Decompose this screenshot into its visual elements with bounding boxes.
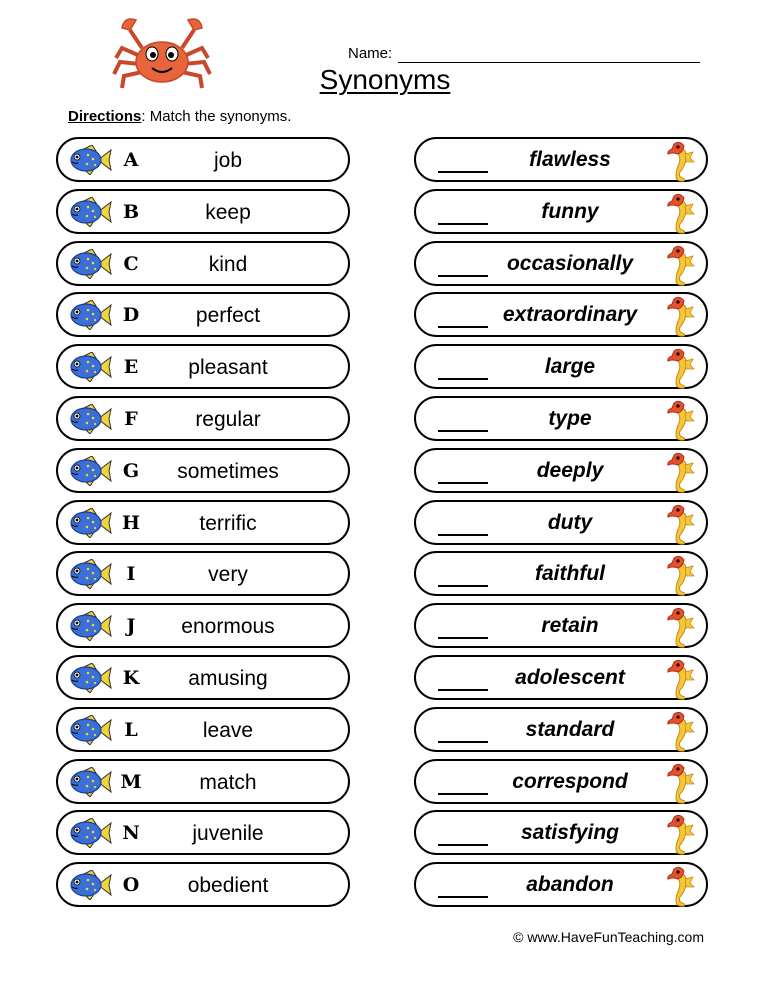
left-word-item [56, 603, 350, 648]
seahorse-icon [666, 606, 696, 648]
answer-blank[interactable] [438, 378, 488, 380]
item-word: keep [205, 200, 251, 224]
match-word: faithful [535, 562, 605, 586]
left-word-item [56, 655, 350, 700]
fish-icon [68, 352, 112, 382]
fish-icon [68, 508, 112, 538]
right-word-item [414, 396, 708, 441]
answer-blank[interactable] [438, 326, 488, 328]
fish-icon [68, 300, 112, 330]
seahorse-icon [666, 710, 696, 752]
item-letter: H [122, 511, 140, 534]
fish-icon [68, 559, 112, 589]
right-word-item [414, 810, 708, 855]
answer-blank[interactable] [438, 585, 488, 587]
answer-blank[interactable] [438, 275, 488, 277]
match-word: deeply [536, 458, 604, 482]
item-letter: E [123, 356, 139, 379]
seahorse-icon [666, 140, 696, 182]
directions [68, 108, 291, 126]
item-word: perfect [195, 304, 261, 328]
match-word: funny [541, 199, 599, 223]
left-word-item [56, 241, 350, 286]
match-word: occasionally [506, 251, 634, 275]
item-word: obedient [187, 874, 269, 898]
seahorse-icon [666, 813, 696, 855]
item-word: very [208, 563, 248, 587]
match-word: satisfying [520, 821, 620, 845]
item-letter: L [124, 718, 138, 741]
match-word: standard [525, 717, 615, 741]
directions-text: : Match the synonyms. [141, 108, 292, 125]
item-word: terrific [199, 511, 257, 535]
item-word: enormous [181, 615, 275, 639]
left-word-item [56, 292, 350, 337]
item-word: match [199, 770, 257, 794]
match-word: retain [541, 614, 599, 638]
item-letter: M [120, 770, 142, 793]
fish-icon [68, 249, 112, 279]
left-word-item [56, 810, 350, 855]
fish-icon [68, 145, 112, 175]
answer-blank[interactable] [438, 689, 488, 691]
left-word-item [56, 707, 350, 752]
match-word: large [544, 355, 596, 379]
answer-blank[interactable] [438, 171, 488, 173]
match-word: adolescent [515, 665, 625, 689]
left-word-column [56, 137, 350, 914]
item-letter: A [123, 149, 139, 171]
match-word: type [548, 406, 592, 430]
item-letter: K [122, 666, 140, 689]
right-word-item [414, 189, 708, 234]
right-word-item [414, 137, 708, 182]
copyright-footer: © www.HaveFunTeaching.com [513, 929, 704, 945]
right-word-item [414, 862, 708, 907]
seahorse-icon [666, 347, 696, 389]
item-letter: O [122, 874, 140, 897]
directions-label: Directions [68, 108, 142, 125]
answer-blank[interactable] [438, 637, 488, 639]
fish-icon [68, 767, 112, 797]
name-field-line[interactable] [398, 46, 700, 63]
item-word: amusing [188, 666, 268, 690]
seahorse-icon [666, 399, 696, 441]
item-word: pleasant [188, 356, 268, 380]
fish-icon [68, 404, 112, 434]
match-word: extraordinary [502, 303, 638, 327]
answer-blank[interactable] [438, 844, 488, 846]
name-row [348, 45, 700, 63]
right-word-item [414, 707, 708, 752]
answer-blank[interactable] [438, 482, 488, 484]
fish-icon [68, 456, 112, 486]
item-letter: F [124, 407, 138, 430]
left-word-item [56, 759, 350, 804]
seahorse-icon [666, 762, 696, 804]
seahorse-icon [666, 503, 696, 545]
item-letter: B [122, 200, 140, 223]
crab-icon [110, 14, 214, 96]
page-title: Synonyms [319, 64, 451, 95]
seahorse-icon [666, 451, 696, 493]
fish-icon [68, 715, 112, 745]
fish-icon [68, 611, 112, 641]
right-word-item [414, 448, 708, 493]
item-word: kind [208, 252, 248, 276]
item-letter: D [122, 304, 140, 327]
item-letter: J [126, 615, 136, 638]
item-letter: I [126, 563, 136, 586]
item-word: leave [202, 718, 254, 742]
answer-blank[interactable] [438, 793, 488, 795]
fish-icon [68, 870, 112, 900]
left-word-item [56, 189, 350, 234]
item-word: sometimes [177, 459, 279, 483]
item-letter: N [122, 822, 140, 845]
right-word-column [414, 137, 708, 914]
right-word-item [414, 655, 708, 700]
left-word-item [56, 551, 350, 596]
item-letter: C [123, 252, 139, 275]
seahorse-icon [666, 244, 696, 286]
seahorse-icon [666, 554, 696, 596]
right-word-item [414, 551, 708, 596]
right-word-item [414, 241, 708, 286]
match-word: correspond [512, 769, 628, 793]
left-word-item [56, 396, 350, 441]
name-label: Name: [348, 45, 393, 62]
left-word-item [56, 137, 350, 182]
match-word: duty [547, 510, 593, 534]
right-word-item [414, 500, 708, 545]
match-word: flawless [529, 148, 611, 171]
left-word-item [56, 500, 350, 545]
left-word-item [56, 862, 350, 907]
answer-blank[interactable] [438, 430, 488, 432]
seahorse-icon [666, 192, 696, 234]
item-letter: G [122, 459, 140, 482]
left-word-item [56, 344, 350, 389]
fish-icon [68, 663, 112, 693]
right-word-item [414, 292, 708, 337]
fish-icon [68, 818, 112, 848]
right-word-item [414, 344, 708, 389]
seahorse-icon [666, 865, 696, 907]
answer-blank[interactable] [438, 741, 488, 743]
answer-blank[interactable] [438, 896, 488, 898]
item-word: job [213, 149, 243, 172]
seahorse-icon [666, 658, 696, 700]
seahorse-icon [666, 295, 696, 337]
answer-blank[interactable] [438, 534, 488, 536]
item-word: regular [195, 407, 261, 431]
fish-icon [68, 197, 112, 227]
left-word-item [56, 448, 350, 493]
right-word-item [414, 603, 708, 648]
answer-blank[interactable] [438, 223, 488, 225]
right-word-item [414, 759, 708, 804]
match-word: abandon [526, 873, 614, 897]
item-word: juvenile [192, 822, 264, 846]
